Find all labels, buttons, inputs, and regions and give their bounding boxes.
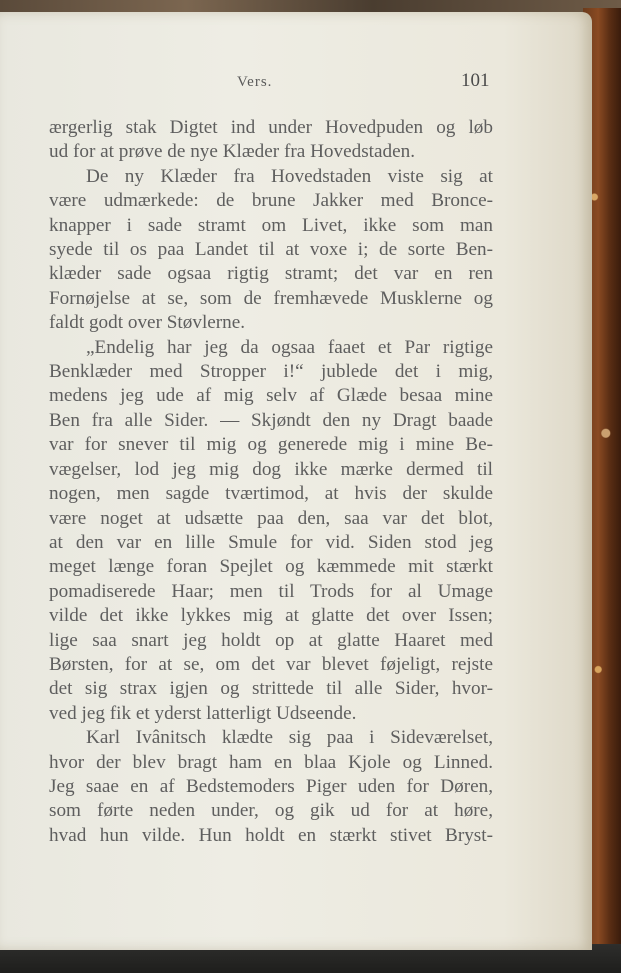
book-page [0,12,592,950]
text-line: ærgerlig stak Digtet ind under Hovedpuden og løb [49,117,493,138]
text-line: faldt godt over Støvlerne. [49,312,246,334]
text-line: lige saa snart jeg holdt op at glatte Haaret med [49,629,493,651]
text-line: vægelser, lod jeg mig dog ikke mærke dermed til [49,458,493,480]
text-line: Jeg saae en af Bedstemoders Piger uden for Døren, [49,775,493,797]
text-line: var for snever til mig og generede mig i mine Be- [49,434,493,456]
text-line: Karl Ivânitsch klædte sig paa i Sideværelset, [86,727,493,749]
text-line: Fornøjelse at se, som de fremhævede Musklerne og [49,287,493,309]
text-line: „Endelig har jeg da ogsaa faaet et Par rigtige [86,336,493,358]
text-line: medens jeg ude af mig selv af Glæde besaa mine [49,385,493,407]
text-line: meget længe foran Spejlet og kæmmede mit stærkt [49,556,493,578]
text-line: knapper i sade stramt om Livet, ikke som man [49,214,493,236]
running-head: Vers. [237,74,273,90]
page-number: 101 [461,70,490,91]
text-line: De ny Klæder fra Hovedstaden viste sig at [86,165,493,187]
text-line: hvor der blev bragt ham en blaa Kjole og Linned. [49,751,493,773]
text-line: være udmærkede: de brune Jakker med Bronce- [49,190,493,212]
text-line: Ben fra alle Sider. — Skjøndt den ny Dragt baade [49,409,493,431]
text-line: ved jeg fik et yderst latterligt Udseende. [49,702,357,724]
body-text [49,116,493,848]
text-line: som førte neden under, og gik ud for at høre, [49,800,493,822]
text-line: klæder sade ogsaa rigtig stramt; det var en ren [49,263,493,285]
text-line: Benklæder med Stropper i!“ jublede det i mig, [49,361,493,383]
text-line: pomadiserede Haar; men til Trods for al Umage [49,580,493,602]
text-line: vilde det ikke lykkes mig at glatte det over Issen; [49,605,493,627]
text-line: hvad hun vilde. Hun holdt en stærkt stivet Bryst- [49,824,493,846]
text-line: ud for at prøve de nye Klæder fra Hovedstaden. [49,141,416,163]
text-line: syede til os paa Landet til at voxe i; de sorte Ben- [49,239,493,261]
text-line: Børsten, for at se, om det var blevet føjeligt, rejste [49,653,493,675]
text-line: nogen, men sagde tværtimod, at hvis der skulde [49,483,493,505]
text-line: at den var en lille Smule for vid. Siden stod jeg [49,531,493,553]
text-line: det sig strax igjen og strittede til alle Sider, hvor- [49,678,493,700]
text-line: være noget at udsætte paa den, saa var det blot, [49,507,493,529]
